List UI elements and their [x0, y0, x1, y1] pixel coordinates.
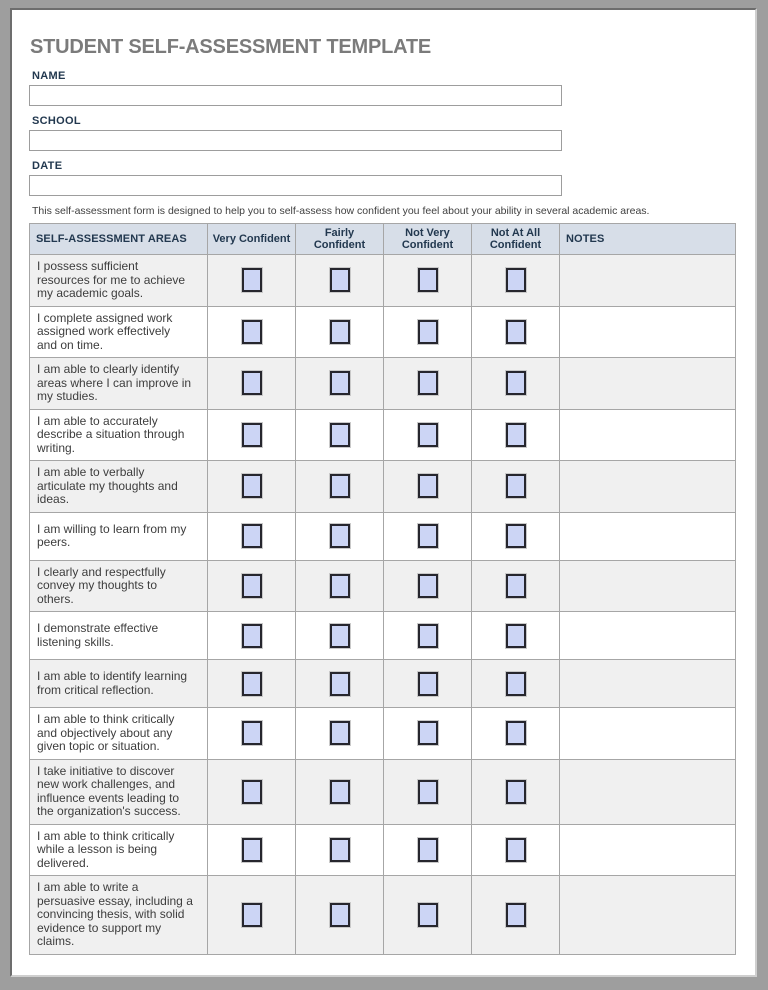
checkbox-not-at-all-confident[interactable] — [506, 268, 526, 292]
checkbox-not-very-confident[interactable] — [418, 624, 438, 648]
notes-cell[interactable] — [560, 612, 736, 660]
checkbox-fairly-confident[interactable] — [330, 780, 350, 804]
table-header-row — [30, 224, 736, 255]
checkbox-not-at-all-confident[interactable] — [506, 423, 526, 447]
checkbox-fairly-confident[interactable] — [330, 721, 350, 745]
notes-cell[interactable] — [560, 876, 736, 955]
checkbox-not-at-all-confident[interactable] — [506, 474, 526, 498]
checkbox-not-very-confident[interactable] — [418, 268, 438, 292]
column-header-areas: SELF-ASSESSMENT AREAS — [30, 224, 208, 255]
checkbox-not-very-confident[interactable] — [418, 474, 438, 498]
checkbox-very-confident[interactable] — [242, 838, 262, 862]
page-title: STUDENT SELF-ASSESSMENT TEMPLATE — [30, 36, 432, 58]
checkbox-very-confident[interactable] — [242, 780, 262, 804]
school-field-group — [29, 115, 737, 151]
table-row — [30, 461, 736, 513]
checkbox-fairly-confident[interactable] — [330, 474, 350, 498]
column-header-notes: NOTES — [560, 224, 736, 255]
table-row — [30, 306, 736, 358]
assessment-area-text: I am able to think critically and objectively about any given topic or situation. — [30, 708, 208, 760]
notes-cell[interactable] — [560, 759, 736, 824]
checkbox-not-at-all-confident[interactable] — [506, 903, 526, 927]
checkbox-fairly-confident[interactable] — [330, 268, 350, 292]
checkbox-very-confident[interactable] — [242, 624, 262, 648]
checkbox-fairly-confident[interactable] — [330, 903, 350, 927]
assessment-area-text: I possess sufficient resources for me to achieve my academic goals. — [30, 255, 208, 307]
notes-cell[interactable] — [560, 409, 736, 461]
name-field-group — [29, 70, 737, 106]
checkbox-very-confident[interactable] — [242, 268, 262, 292]
checkbox-very-confident[interactable] — [242, 524, 262, 548]
checkbox-not-very-confident[interactable] — [418, 423, 438, 447]
checkbox-very-confident[interactable] — [242, 903, 262, 927]
table-row — [30, 512, 736, 560]
checkbox-not-at-all-confident[interactable] — [506, 780, 526, 804]
checkbox-not-very-confident[interactable] — [418, 780, 438, 804]
checkbox-not-at-all-confident[interactable] — [506, 574, 526, 598]
assessment-area-text: I complete assigned work assigned work effectively and on time. — [30, 306, 208, 358]
checkbox-very-confident[interactable] — [242, 721, 262, 745]
checkbox-not-very-confident[interactable] — [418, 371, 438, 395]
assessment-area-text: I am able to write a persuasive essay, including a convincing thesis, with solid evidence to support my claims. — [30, 876, 208, 955]
name-input[interactable] — [29, 85, 562, 106]
checkbox-not-very-confident[interactable] — [418, 903, 438, 927]
checkbox-fairly-confident[interactable] — [330, 624, 350, 648]
table-row — [30, 255, 736, 307]
checkbox-not-very-confident[interactable] — [418, 672, 438, 696]
table-row — [30, 708, 736, 760]
checkbox-not-at-all-confident[interactable] — [506, 721, 526, 745]
checkbox-fairly-confident[interactable] — [330, 574, 350, 598]
checkbox-very-confident[interactable] — [242, 574, 262, 598]
checkbox-very-confident[interactable] — [242, 320, 262, 344]
assessment-area-text: I am able to verbally articulate my thoughts and ideas. — [30, 461, 208, 513]
assessment-area-text: I am able to clearly identify areas where I can improve in my studies. — [30, 358, 208, 410]
checkbox-not-at-all-confident[interactable] — [506, 838, 526, 862]
date-input[interactable] — [29, 175, 562, 196]
checkbox-not-at-all-confident[interactable] — [506, 371, 526, 395]
notes-cell[interactable] — [560, 306, 736, 358]
notes-cell[interactable] — [560, 512, 736, 560]
notes-cell[interactable] — [560, 461, 736, 513]
checkbox-fairly-confident[interactable] — [330, 371, 350, 395]
checkbox-very-confident[interactable] — [242, 474, 262, 498]
checkbox-not-very-confident[interactable] — [418, 574, 438, 598]
checkbox-fairly-confident[interactable] — [330, 838, 350, 862]
notes-cell[interactable] — [560, 824, 736, 876]
checkbox-not-at-all-confident[interactable] — [506, 320, 526, 344]
table-row — [30, 759, 736, 824]
checkbox-very-confident[interactable] — [242, 672, 262, 696]
checkbox-not-very-confident[interactable] — [418, 721, 438, 745]
assessment-area-text: I am able to think critically while a lesson is being delivered. — [30, 824, 208, 876]
checkbox-very-confident[interactable] — [242, 423, 262, 447]
document-page — [10, 8, 757, 977]
assessment-area-text: I clearly and respectfully convey my thoughts to others. — [30, 560, 208, 612]
table-row — [30, 612, 736, 660]
notes-cell[interactable] — [560, 708, 736, 760]
checkbox-fairly-confident[interactable] — [330, 524, 350, 548]
assessment-area-text: I am able to identify learning from critical reflection. — [30, 660, 208, 708]
table-row — [30, 876, 736, 955]
self-assessment-table — [29, 223, 736, 955]
date-field-group — [29, 160, 737, 196]
notes-cell[interactable] — [560, 358, 736, 410]
column-header-not-at-all-confident: Not At All Confident — [472, 224, 560, 255]
column-header-very-confident: Very Confident — [208, 224, 296, 255]
checkbox-not-very-confident[interactable] — [418, 524, 438, 548]
assessment-area-text: I am able to accurately describe a situation through writing. — [30, 409, 208, 461]
checkbox-not-at-all-confident[interactable] — [506, 624, 526, 648]
checkbox-fairly-confident[interactable] — [330, 320, 350, 344]
notes-cell[interactable] — [560, 560, 736, 612]
date-label: DATE — [32, 160, 63, 172]
table-row — [30, 824, 736, 876]
checkbox-not-at-all-confident[interactable] — [506, 672, 526, 696]
checkbox-very-confident[interactable] — [242, 371, 262, 395]
column-header-fairly-confident: Fairly Confident — [296, 224, 384, 255]
table-row — [30, 660, 736, 708]
checkbox-not-at-all-confident[interactable] — [506, 524, 526, 548]
table-row — [30, 409, 736, 461]
assessment-area-text: I take initiative to discover new work challenges, and influence events leading to the organization's success. — [30, 759, 208, 824]
notes-cell[interactable] — [560, 255, 736, 307]
table-row — [30, 560, 736, 612]
table-row — [30, 358, 736, 410]
name-label: NAME — [32, 70, 66, 82]
school-label: SCHOOL — [32, 115, 81, 127]
assessment-area-text: I am willing to learn from my peers. — [30, 512, 208, 560]
checkbox-not-very-confident[interactable] — [418, 838, 438, 862]
assessment-area-text: I demonstrate effective listening skills. — [30, 612, 208, 660]
column-header-not-very-confident: Not Very Confident — [384, 224, 472, 255]
checkbox-fairly-confident[interactable] — [330, 672, 350, 696]
checkbox-fairly-confident[interactable] — [330, 423, 350, 447]
intro-text: This self-assessment form is designed to help you to self-assess how confident you feel about your ability in several academic areas. — [32, 205, 650, 217]
notes-cell[interactable] — [560, 660, 736, 708]
checkbox-not-very-confident[interactable] — [418, 320, 438, 344]
school-input[interactable] — [29, 130, 562, 151]
